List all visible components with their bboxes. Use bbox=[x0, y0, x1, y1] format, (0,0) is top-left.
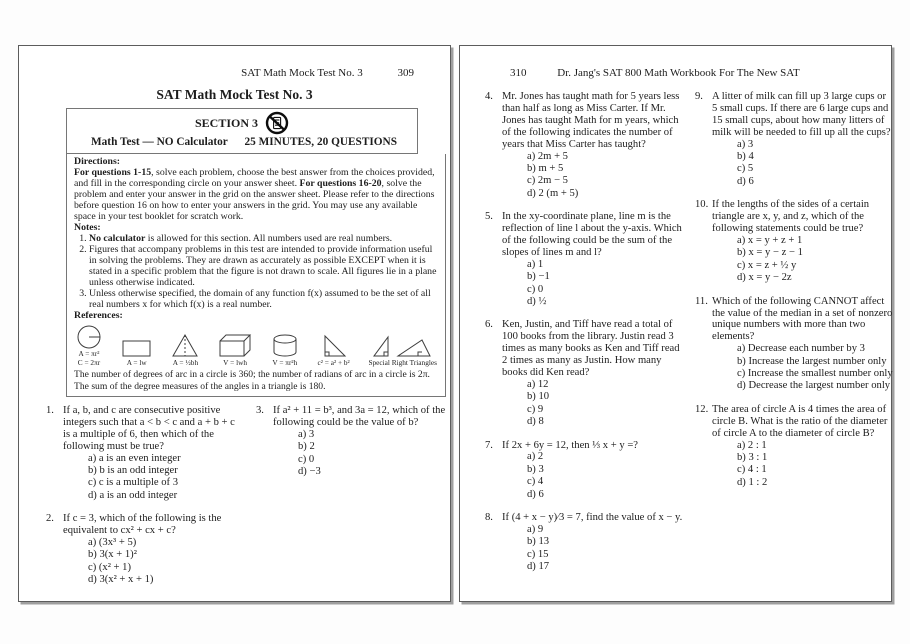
question bbox=[485, 211, 683, 308]
choice: a) 3 bbox=[298, 428, 315, 440]
choice: a) 2 : 1 bbox=[737, 439, 767, 451]
choice: b) 3(x + 1)² bbox=[88, 549, 137, 561]
question bbox=[485, 319, 683, 428]
choice: d) 17 bbox=[527, 561, 550, 573]
choice: d) x = y − 2z bbox=[737, 272, 792, 284]
choice: c) 0 bbox=[527, 283, 544, 295]
question-number: 6. bbox=[485, 319, 493, 331]
question-number: 1. bbox=[46, 405, 54, 416]
note-item: 2. Figures that accompany problems in this test are intended to provide information useful in solving the problems. They are drawn as accurately as possible EXCEPT when it is stated in a specific problem that the figure is not drawn to scale. All figures lie in a plane unless otherwise indicated. bbox=[89, 244, 439, 288]
right-page bbox=[459, 45, 892, 602]
choice: a) 9 bbox=[527, 524, 544, 535]
choice: a) 3 bbox=[737, 138, 754, 150]
questions-column bbox=[256, 405, 454, 598]
choice: d) 6 bbox=[527, 488, 544, 500]
running-title: SAT Math Mock Test No. 3 bbox=[241, 67, 363, 79]
closing-line: The sum of the degree measures of the angles in a triangle is 180. bbox=[74, 380, 326, 392]
choice: c) 9 bbox=[527, 403, 544, 415]
choice: a) Decrease each number by 3 bbox=[737, 343, 865, 355]
question bbox=[485, 512, 683, 574]
choice: b) 13 bbox=[527, 536, 550, 548]
notes-label: Notes: bbox=[74, 222, 101, 233]
choice: d) 8 bbox=[527, 416, 544, 428]
question bbox=[46, 513, 244, 586]
choice: a) 2 bbox=[527, 451, 544, 463]
question bbox=[695, 404, 893, 489]
question-number: 10. bbox=[695, 199, 709, 211]
page-header bbox=[460, 46, 891, 79]
directions-paragraph: For questions 1-15, solve each problem, choose the best answer from the choices provided, and fill in the corresponding circle on your answer sheet. For questions 16-20, solve the problem and enter your answer in the grid on the answer sheet. Please refer to the directions before question 16 on how to enter your answers in the grid. You may use any available space in your test booklet for scratch work. bbox=[74, 167, 435, 222]
question-text: If the lengths of the sides of a certain triangle are x, y, and z, which of the following statements could be true? bbox=[712, 199, 870, 235]
section-label: SECTION 3 bbox=[194, 115, 259, 130]
note-item: 3. Unless otherwise specified, the domain of any function f(x) assumed to be the set of all real numbers x for which f(x) is a real number. bbox=[89, 288, 439, 310]
question-number: 11. bbox=[695, 295, 708, 307]
choice: c) 5 bbox=[737, 163, 754, 175]
box-figure: V = lwh bbox=[218, 333, 252, 368]
choice: b) 4 bbox=[737, 151, 754, 163]
section-header-box bbox=[66, 108, 418, 154]
page-number: 310 bbox=[510, 67, 527, 79]
circle-figure: A = πr² C = 2πr bbox=[76, 324, 102, 367]
choice: c) 2m − 5 bbox=[527, 175, 568, 187]
book-title: Dr. Jang's SAT 800 Math Workbook For The New SAT bbox=[557, 67, 800, 79]
choice: b) 10 bbox=[527, 391, 550, 403]
triangle-figure: A = ½bh bbox=[171, 333, 199, 368]
question-text: If c = 3, which of the following is the equivalent to cx² + cx + c? bbox=[63, 513, 222, 537]
question bbox=[485, 91, 683, 200]
question-text: In the xy-coordinate plane, line m is the reflection of line l about the y-axis. Which of the following could be the sum of the slopes of lines m and l? bbox=[502, 211, 682, 258]
choice: a) x = y + z + 1 bbox=[737, 234, 803, 246]
choice: a) (3x³ + 5) bbox=[88, 537, 137, 549]
choice: d) −3 bbox=[298, 466, 321, 478]
question-text: Ken, Justin, and Tiff have read a total of 100 books from the library. Justin read 3 times as many books as Ken and Tiff read 2 times as many as Justin. How many books did Ken read? bbox=[502, 319, 680, 379]
page-number: 309 bbox=[397, 67, 414, 79]
references-label: References: bbox=[74, 310, 123, 321]
question bbox=[695, 199, 893, 284]
questions-column bbox=[46, 405, 244, 598]
question bbox=[695, 296, 893, 393]
question-number: 12. bbox=[695, 403, 709, 415]
question-number: 7. bbox=[485, 439, 493, 451]
choice: d) 6 bbox=[737, 175, 754, 187]
directions-box bbox=[66, 154, 446, 397]
directions-label: Directions: bbox=[74, 156, 121, 167]
choice: a) a is an even integer bbox=[88, 452, 181, 464]
question-number: 2. bbox=[46, 513, 54, 525]
choice: c) 4 : 1 bbox=[737, 464, 767, 476]
questions-column bbox=[485, 91, 683, 585]
question bbox=[46, 405, 244, 502]
choice: d) Decrease the largest number only bbox=[737, 380, 891, 392]
questions-column bbox=[695, 91, 893, 585]
question-number: 9. bbox=[695, 91, 703, 102]
choice: c) x = z + ½ y bbox=[737, 259, 797, 271]
question-text: Which of the following CANNOT affect the value of the median in a set of nonzero unique numbers with more than two elements? bbox=[712, 295, 893, 343]
question-text: The area of circle A is 4 times the area of circle B. What is the ratio of the diameter of circle A to the diameter of circle B? bbox=[712, 403, 888, 439]
question-text: If a² + 11 = b³, and 3a = 12, which of the following could be the value of b? bbox=[273, 405, 446, 428]
choice: c) 4 bbox=[527, 476, 544, 488]
right-triangle-figure: c² = a² + b² bbox=[318, 333, 350, 368]
choice: a) 12 bbox=[527, 378, 549, 390]
question bbox=[256, 405, 454, 478]
reference-figures bbox=[76, 324, 437, 367]
question-number: 5. bbox=[485, 211, 493, 223]
choice: b) Increase the largest number only bbox=[737, 355, 887, 367]
left-page bbox=[18, 45, 451, 602]
questions-area bbox=[46, 405, 446, 598]
choice: d) ½ bbox=[527, 296, 547, 307]
questions-area bbox=[485, 91, 893, 585]
closing-line: The number of degrees of arc in a circle is 360; the number of radians of arc in a circle is 2π. bbox=[74, 369, 430, 380]
choice: b) 3 bbox=[527, 463, 544, 475]
test-title: SAT Math Mock Test No. 3 bbox=[156, 87, 313, 102]
choice: c) 15 bbox=[527, 548, 549, 560]
choice: d) 3(x² + x + 1) bbox=[88, 574, 154, 586]
choice: b) m + 5 bbox=[527, 162, 564, 174]
choice: c) c is a multiple of 3 bbox=[88, 477, 179, 489]
section-subtitle-left: Math Test — NO Calculator bbox=[91, 136, 228, 148]
choice: c) 0 bbox=[298, 453, 315, 465]
question-text: If a, b, and c are consecutive positive integers such that a < b < c and a + b + c is a multiple of 6, then which of the following must be true? bbox=[63, 405, 235, 452]
choice: b) b is an odd integer bbox=[88, 465, 178, 477]
question-text: Mr. Jones has taught math for 5 years less than half as long as Miss Carter. If Mr. Jones has taught Math for m years, which of the following indicates the number of years that Miss Carter has taught? bbox=[502, 91, 680, 150]
choice: a) 2m + 5 bbox=[527, 150, 568, 162]
question-text: If (4 + x − y)⁄3 = 7, find the value of x − y. bbox=[502, 512, 683, 524]
choice: b) x = y − z − 1 bbox=[737, 247, 803, 259]
question bbox=[695, 91, 893, 188]
page-header bbox=[19, 46, 450, 79]
rectangle-figure: A = lw bbox=[121, 333, 153, 368]
choice: b) 2 bbox=[298, 441, 315, 453]
choice: b) −1 bbox=[527, 271, 550, 283]
choice: b) 3 : 1 bbox=[737, 451, 768, 463]
no-calculator-icon bbox=[265, 111, 289, 135]
section-subtitle-right: 25 MINUTES, 20 QUESTIONS bbox=[244, 136, 397, 148]
choice: d) 1 : 2 bbox=[737, 476, 768, 488]
question-text: If 2x + 6y = 12, then ⅓ x + y =? bbox=[502, 439, 638, 451]
choice: c) (x² + 1) bbox=[88, 561, 131, 573]
choice: a) 1 bbox=[527, 258, 544, 270]
note-item: 1. No calculator is allowed for this section. All numbers used are real numbers. bbox=[89, 233, 439, 244]
question-number: 3. bbox=[256, 405, 264, 416]
cylinder-figure: V = πr²h bbox=[271, 333, 299, 368]
question-number: 8. bbox=[485, 512, 493, 524]
notes-list bbox=[74, 233, 439, 310]
question-number: 4. bbox=[485, 91, 493, 102]
question-text: A litter of milk can fill up 3 large cups or 5 small cups. If there are 6 large cups and 15 small cups, about how many litters of milk will be needed to fill up all the cups? bbox=[712, 91, 891, 138]
question bbox=[485, 440, 683, 502]
choice: d) a is an odd integer bbox=[88, 489, 178, 501]
choice: c) Increase the smallest number only bbox=[737, 368, 893, 380]
choice: d) 2 (m + 5) bbox=[527, 187, 579, 199]
special-right-triangles-figure: Special Right Triangles bbox=[368, 333, 437, 368]
